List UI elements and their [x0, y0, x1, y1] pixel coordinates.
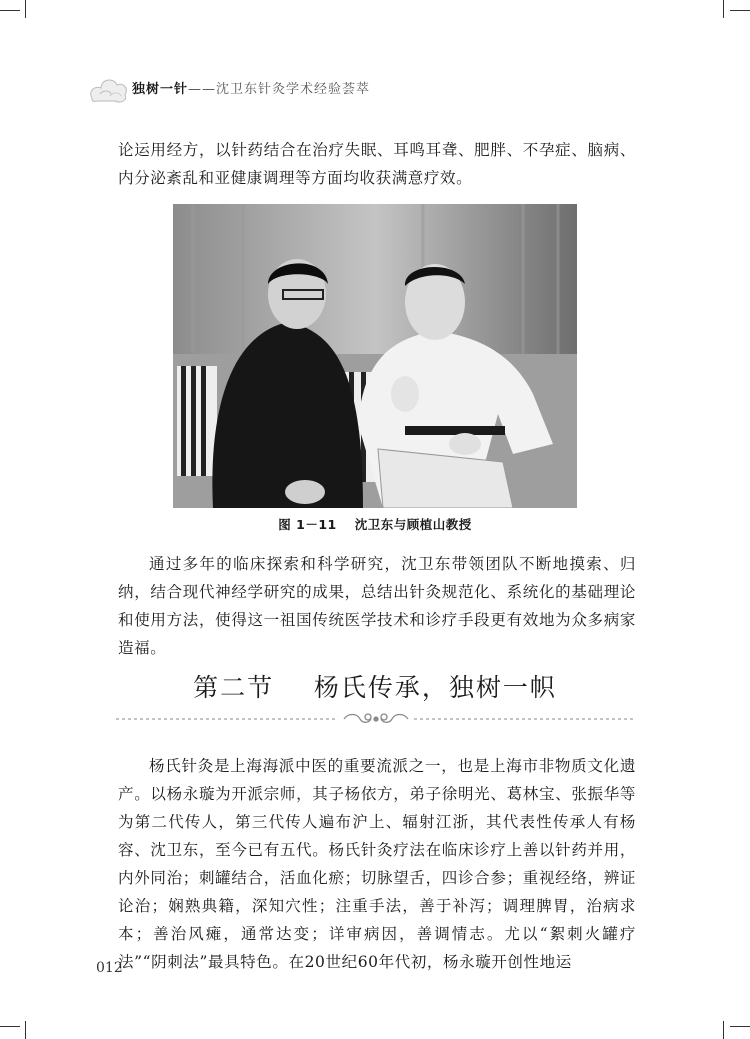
crop-mark	[723, 0, 724, 18]
paragraph: 通过多年的临床探索和科学研究，沈卫东带领团队不断地摸索、归纳，结合现代神经学研究的成果，总结出针灸规范化、系统化的基础理论和使用方法，使得这一祖国传统医学技术和诊疗手段更有效地为众多病家造福。	[118, 555, 636, 657]
figure-caption-text: 沈卫东与顾植山教授	[354, 517, 472, 532]
crop-mark	[730, 1026, 750, 1027]
running-title	[132, 78, 370, 97]
crop-mark	[0, 10, 20, 11]
title-dash: ——	[188, 82, 217, 97]
page-number: 012	[96, 960, 123, 976]
figure-photo	[173, 204, 577, 508]
crop-mark	[0, 1026, 20, 1027]
running-header	[88, 68, 648, 108]
cloud-ornament-icon	[88, 68, 130, 108]
photo-illustration	[173, 204, 577, 508]
crop-mark	[25, 1021, 26, 1039]
figure-caption	[173, 515, 577, 533]
section-title: 杨氏传承，独树一帜	[313, 673, 557, 702]
paragraph: 杨氏针灸是上海海派中医的重要流派之一，也是上海市非物质文化遗产。以杨永璇为开派宗师，其子杨依方，弟子徐明光、葛林宝、张振华等为第二代传人，第三代传人遍布沪上、辐射江浙，其代表性传承人有杨容、沈卫东，至今已有五代。杨氏针灸疗法在临床诊疗上善以针药并用，内外同治；刺罐结合，活血化瘀；切脉望舌，四诊合参；重视经络，辨证论治；娴熟典籍，深知穴性；注重手法，善于补泻；调理脾胃，治病求本；善治风瘫，通常达变；详审病因，善调情志。尤以“絮刺火罐疗法”“阴刺法”最具特色。在20世纪60年代初，杨永璇开创性地运	[118, 757, 636, 971]
ornamental-divider	[116, 708, 636, 728]
book-title: 独树一针	[132, 82, 189, 97]
figure-number: 图 1－11	[278, 517, 337, 532]
crop-mark	[723, 1021, 724, 1039]
crop-mark	[730, 10, 750, 11]
paragraph-continued: 论运用经方，以针药结合在治疗失眠、耳鸣耳聋、肥胖、不孕症、脑病、内分泌紊乱和亚健康调理等方面均收获满意疗效。	[118, 141, 636, 187]
section-number: 第二节	[193, 673, 275, 702]
book-subtitle: 沈卫东针灸学术经验荟萃	[216, 82, 371, 97]
crop-mark	[25, 0, 26, 18]
section-heading	[0, 668, 750, 704]
